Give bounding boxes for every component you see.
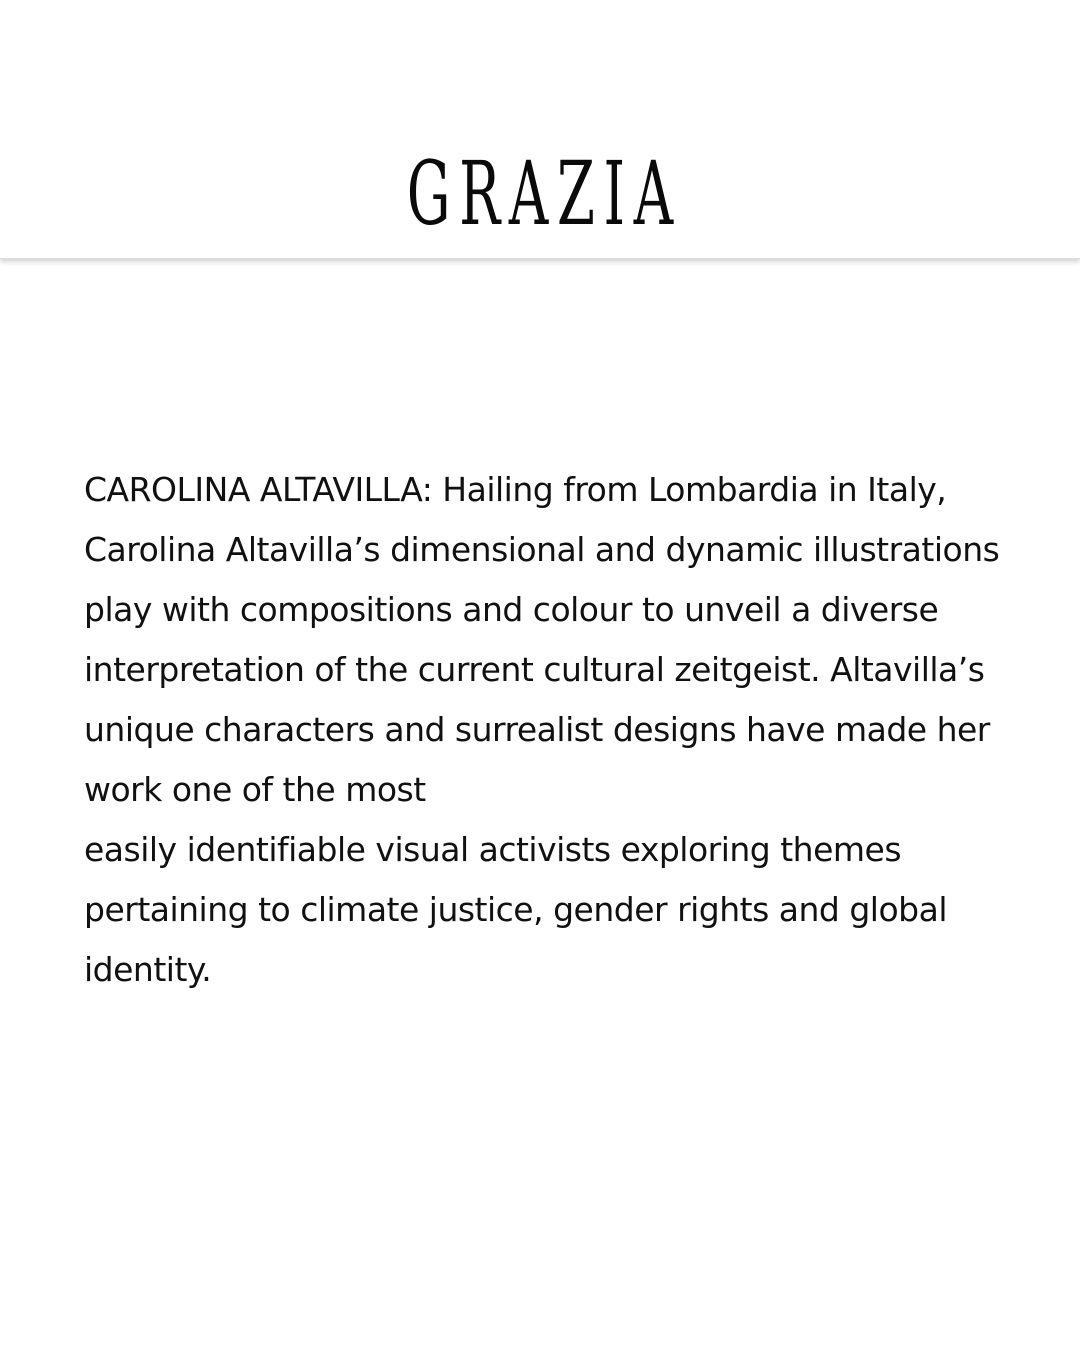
masthead (0, 0, 1080, 259)
grazia-logo: GRAZIA (406, 142, 682, 245)
bio-line: play with compositions and colour to unveil a diverse (84, 590, 939, 629)
bio-line: work one of the most (84, 770, 426, 809)
bio-line: unique characters and surrealist designs have made her (84, 710, 990, 749)
artist-bio (84, 460, 1014, 1000)
bio-line: Carolina Altavilla’s dimensional and dynamic illustrations (84, 530, 1000, 569)
bio-line: easily identifiable visual activists exploring themes (84, 830, 902, 869)
bio-line: pertaining to climate justice, gender rights and global (84, 890, 948, 929)
bio-line: interpretation of the current cultural zeitgeist. Altavilla’s (84, 650, 985, 689)
bio-line: identity. (84, 950, 212, 989)
bio-line: CAROLINA ALTAVILLA: Hailing from Lombardia in Italy, (84, 470, 947, 509)
